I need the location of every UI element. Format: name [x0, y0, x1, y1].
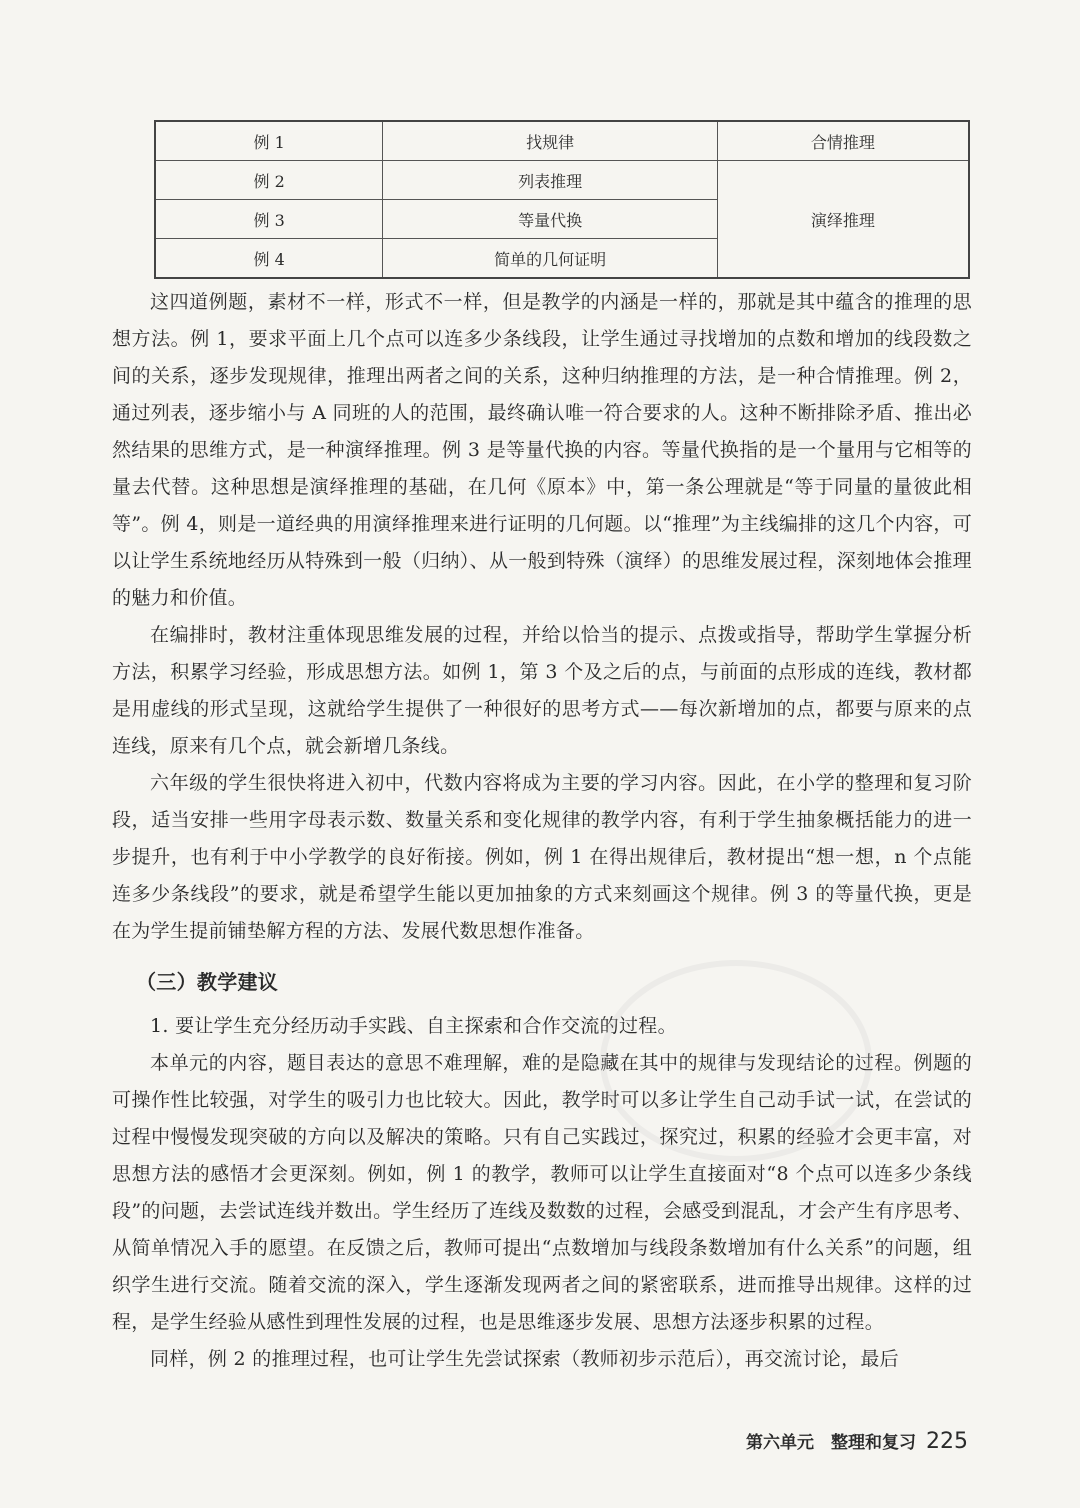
page-number: 225	[926, 1429, 968, 1454]
page-footer	[746, 1428, 968, 1454]
table-cell-method: 简单的几何证明	[383, 239, 717, 279]
paragraph: 这四道例题，素材不一样，形式不一样，但是教学的内涵是一样的，那就是其中蕴含的推理的思想方法。例 1，要求平面上几个点可以连多少条线段，让学生通过寻找增加的点数和增加的线段数之间的关系，逐步发现规律，推理出两者之间的关系，这种归纳推理的方法，是一种合情推理。例 2，通过列表，逐步缩小与 A 同班的人的范围，最终确认唯一符合要求的人。这种不断排除矛盾、推出必然结果的思维方式，是一种演绎推理。例 3 是等量代换的内容。等量代换指的是一个量用与它相等的量去代替。这种思想是演绎推理的基础，在几何《原本》中，第一条公理就是“等于同量的量彼此相等”。例 4，则是一道经典的用演绎推理来进行证明的几何题。以“推理”为主线编排的这几个内容，可以让学生系统地经历从特殊到一般（归纳）、从一般到特殊（演绎）的思维发展过程，深刻地体会推理的魅力和价值。	[112, 291, 972, 609]
paragraph: 六年级的学生很快将进入初中，代数内容将成为主要的学习内容。因此，在小学的整理和复习阶段，适当安排一些用字母表示数、数量关系和变化规律的教学内容，有利于学生抽象概括能力的进一步提升，也有利于中小学教学的良好衔接。例如，例 1 在得出规律后，教材提出“想一想，n 个点能连多少条线段”的要求，就是希望学生能以更加抽象的方式来刻画这个规律。例 3 的等量代换，更是在为学生提前铺垫解方程的方法、发展代数思想作准备。	[112, 772, 972, 942]
table-cell-example: 例 4	[155, 239, 383, 279]
unit-title: 第六单元 整理和复习	[746, 1433, 916, 1453]
paragraph: 本单元的内容，题目表达的意思不难理解，难的是隐藏在其中的规律与发现结论的过程。例题的可操作性比较强，对学生的吸引力也比较大。因此，教学时可以多让学生自己动手试一试，在尝试的过程中慢慢发现突破的方向以及解决的策略。只有自己实践过，探究过，积累的经验才会更丰富，对思想方法的感悟才会更深刻。例如，例 1 的教学，教师可以让学生直接面对“8 个点可以连多少条线段”的问题，去尝试连线并数出。学生经历了连线及数数的过程，会感受到混乱，才会产生有序思考、从简单情况入手的愿望。在反馈之后，教师可提出“点数增加与线段条数增加有什么关系”的问题，组织学生进行交流。随着交流的深入，学生逐渐发现两者之间的紧密联系，进而推导出规律。这样的过程，是学生经验从感性到理性发展的过程，也是思维逐步发展、思想方法逐步积累的过程。	[112, 1052, 972, 1333]
numbered-point: 1. 要让学生充分经历动手实践、自主探索和合作交流的过程。	[150, 1015, 677, 1037]
table-cell-reasoning: 合情推理	[717, 121, 969, 161]
table-cell-reasoning: 演绎推理	[717, 161, 969, 279]
table-cell-method: 找规律	[383, 121, 717, 161]
examples-table	[154, 120, 970, 279]
table-cell-method: 等量代换	[383, 200, 717, 239]
body-text	[112, 284, 972, 1378]
table-cell-example: 例 1	[155, 121, 383, 161]
table-row	[155, 121, 969, 161]
table-row	[155, 161, 969, 200]
paragraph: 在编排时，教材注重体现思维发展的过程，并给以恰当的提示、点拨或指导，帮助学生掌握分析方法，积累学习经验，形成思想方法。如例 1，第 3 个及之后的点，与前面的点形成的连线，教材都是用虚线的形式呈现，这就给学生提供了一种很好的思考方式——每次新增加的点，都要与原来的点连线，原来有几个点，就会新增几条线。	[112, 624, 972, 757]
section-heading: （三）教学建议	[136, 970, 279, 994]
table-cell-example: 例 3	[155, 200, 383, 239]
paragraph: 同样，例 2 的推理过程，也可让学生先尝试探索（教师初步示范后），再交流讨论，最后	[150, 1348, 899, 1370]
table-cell-example: 例 2	[155, 161, 383, 200]
table-cell-method: 列表推理	[383, 161, 717, 200]
